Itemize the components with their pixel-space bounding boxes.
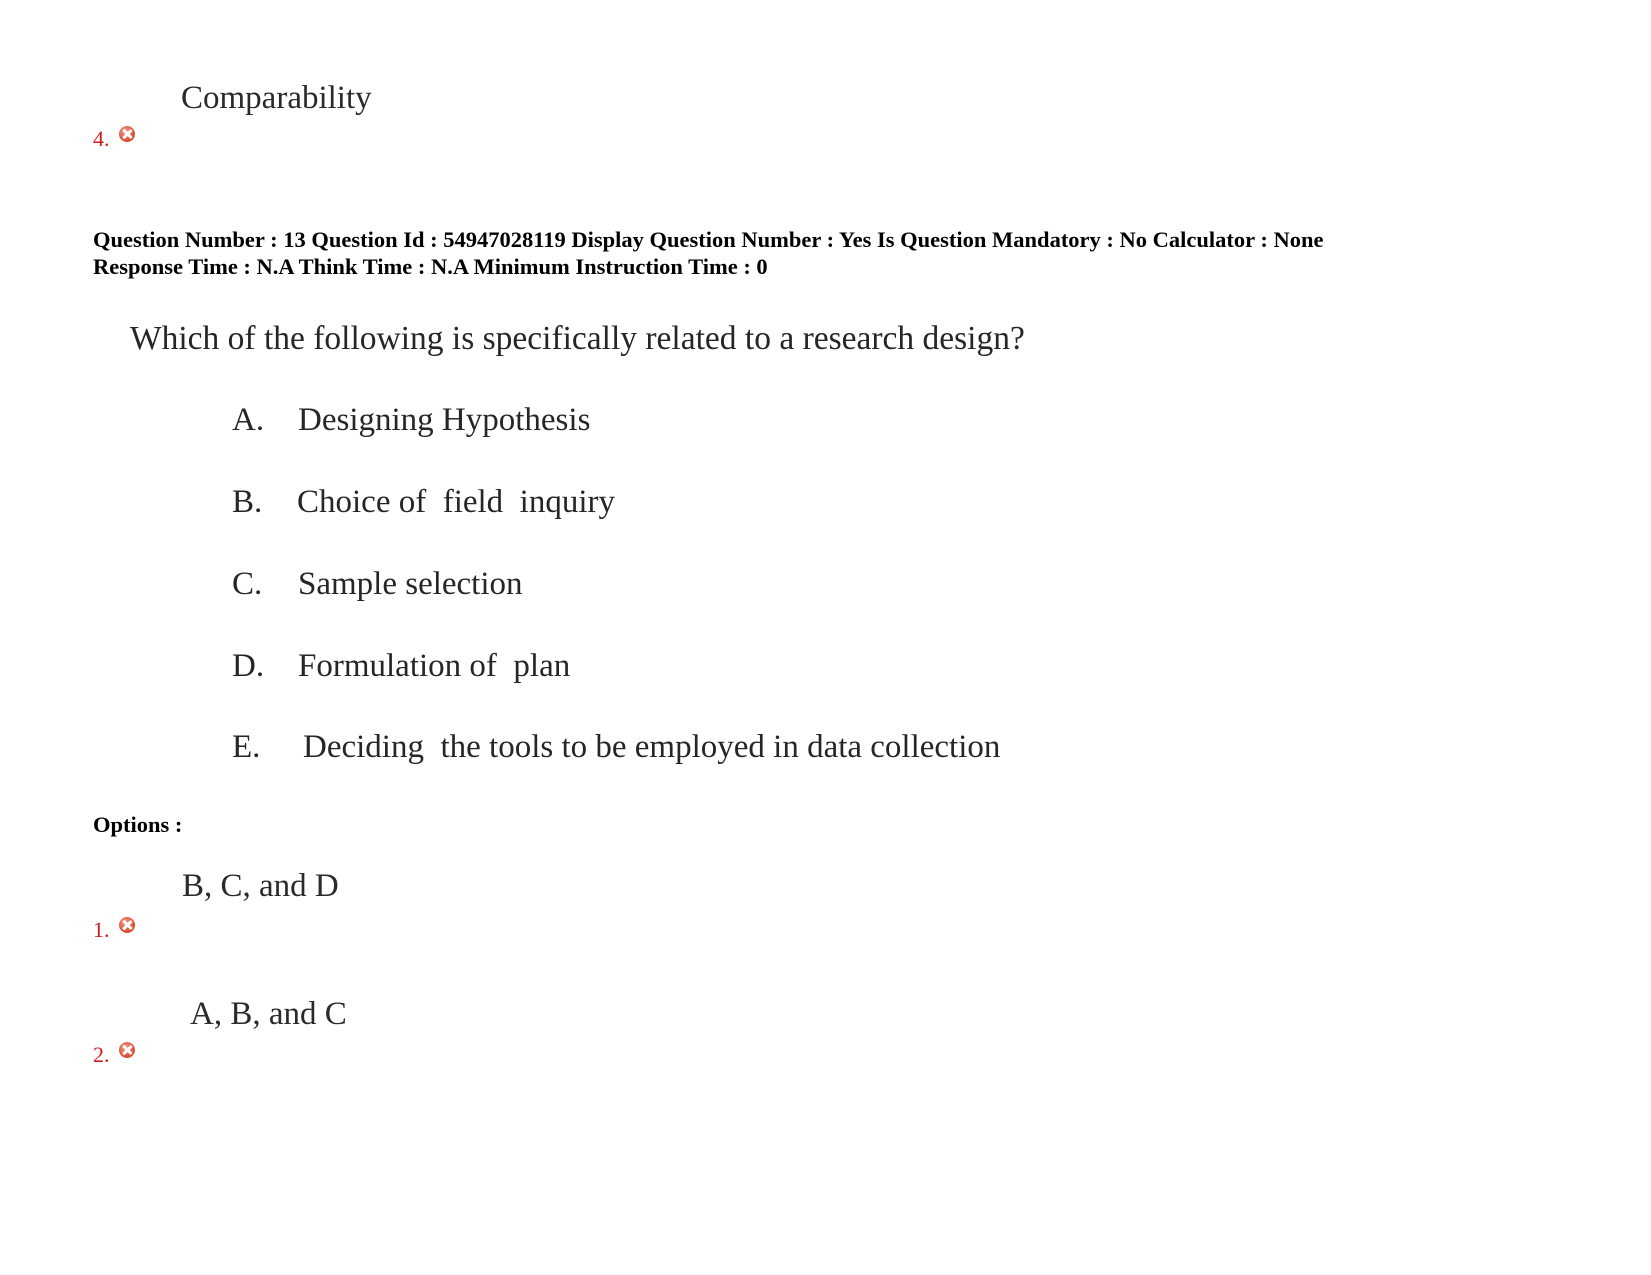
question-text: Which of the following is specifically related to a research design?: [130, 320, 1025, 357]
question-meta-line-2: Response Time : N.A Think Time : N.A Minimum Instruction Time : 0: [93, 254, 768, 279]
option-1-text: B, C, and D: [182, 868, 339, 904]
option-4-number: 4.: [93, 126, 110, 151]
statement-d-text: Formulation of plan: [298, 648, 571, 684]
statement-c-text: Sample selection: [298, 566, 523, 602]
option-2-number: 2.: [93, 1042, 110, 1067]
statement-a-text: Designing Hypothesis: [298, 402, 591, 438]
cross-icon: [119, 917, 135, 933]
option-2-text: A, B, and C: [190, 996, 347, 1032]
cross-icon: [119, 1042, 135, 1058]
cross-icon: [119, 126, 135, 142]
option-4-text: Comparability: [181, 80, 372, 116]
statement-d-letter: D.: [232, 648, 265, 684]
statement-e-text: Deciding the tools to be employed in data collection: [303, 729, 1001, 765]
statement-b-letter: B.: [232, 484, 263, 520]
statement-e-letter: E.: [232, 729, 261, 765]
options-label: Options :: [93, 812, 183, 837]
statement-b-text: Choice of field inquiry: [297, 484, 616, 520]
statement-c-letter: C.: [232, 566, 263, 602]
option-1-number: 1.: [93, 917, 110, 942]
question-meta-line-1: Question Number : 13 Question Id : 54947028119 Display Question Number : Yes Is Question Mandatory : No Calculator : None: [93, 227, 1324, 252]
statement-a-letter: A.: [232, 402, 265, 438]
